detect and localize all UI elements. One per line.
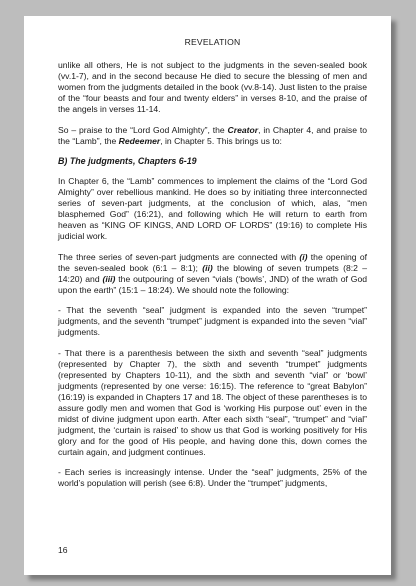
enum-iii: (iii)	[102, 273, 116, 284]
paragraph-2-text-a: So – praise to the “Lord God Almighty”, the	[58, 124, 228, 135]
redeemer-emphasis: Redeemer	[118, 135, 161, 146]
paragraph-5: - That the seventh “seal” judgment is expanded into the seven “trumpet” judgments, and the seventh “trumpet” judgment is expanded into the seven “vial” judgments.	[58, 305, 367, 337]
paragraph-4-text-e: the blowing of seven trumpets (8:2 – 14:20) and	[58, 262, 368, 284]
enum-i: (i)	[299, 251, 308, 262]
paragraph-4-text-c: the opening of the seven-sealed book (6:1 – 8:1);	[58, 251, 367, 273]
paragraph-1: unlike all others, He is not subject to the judgments in the seven-sealed book (vv.1-7), and in the second because He died to secure the blessing of men and women from the judgments detailed in the book (vv.8-14). Just listen to the praise of the “four beasts and four and twenty elders” in verses 8-10, and the praise of the angels in verses 11-14.	[58, 60, 367, 114]
paragraph-4-text-a: The three series of seven-part judgments are connected with	[58, 251, 300, 262]
paragraph-2-text-e: , in Chapter 5. This brings us to:	[160, 135, 282, 146]
creator-emphasis: Creator	[227, 124, 259, 135]
page-number: 16	[58, 545, 68, 555]
running-head: REVELATION	[184, 37, 241, 47]
paragraph-2-text-c: , in Chapter 4, and praise to the “Lamb”, the	[58, 124, 367, 146]
book-page	[24, 16, 391, 575]
paragraph-3: In Chapter 6, the “Lamb” commences to implement the claims of the “Lord God Almighty” over rebellious mankind. He does so by initiating three interconnected series of seven-part judgments, at the conclusion of which, alas, “men blasphemed God” (16:21), and following which He will return to earth from heaven as “KING OF KINGS, AND LORD OF LORDS” (19:16) to complete His judicial work.	[58, 176, 367, 241]
enum-ii: (ii)	[202, 262, 213, 273]
paragraph-4	[58, 252, 367, 296]
paragraph-7: - Each series is increasingly intense. Under the “seal” judgments, 25% of the world’s population will perish (see 6:8). Under the “trumpet” judgments,	[58, 467, 367, 488]
section-heading: B) The judgments, Chapters 6-19	[58, 156, 197, 166]
paragraph-6: - That there is a parenthesis between the sixth and seventh “seal” judgments (represented by Chapter 7), the sixth and seventh “trumpet” judgments (represented by Chapters 10-11), and the sixth and seventh “vial” or ‘bowl’ judgments (represented by one verse: 16:15). The reference to “great Babylon” (16:19) is expanded in Chapters 17 and 18. The object of these parentheses is to assure godly men and women that God is ‘working His purpose out’ even in the midst of divine judgment upon earth. After each sixth “seal”, “trumpet” and “vial” judgment, the ‘curtain is raised’ to show us that God is working positively for His glory and for the good of His people, and having done this, down comes the curtain again, and judgment continues.	[58, 347, 367, 457]
paragraph-2	[58, 125, 367, 147]
paragraph-4-text-g: the outpouring of seven “vials (‘bowls’, JND) of the wrath of God upon the earth” (15:1 – 18:24). We should note the following:	[58, 273, 367, 295]
